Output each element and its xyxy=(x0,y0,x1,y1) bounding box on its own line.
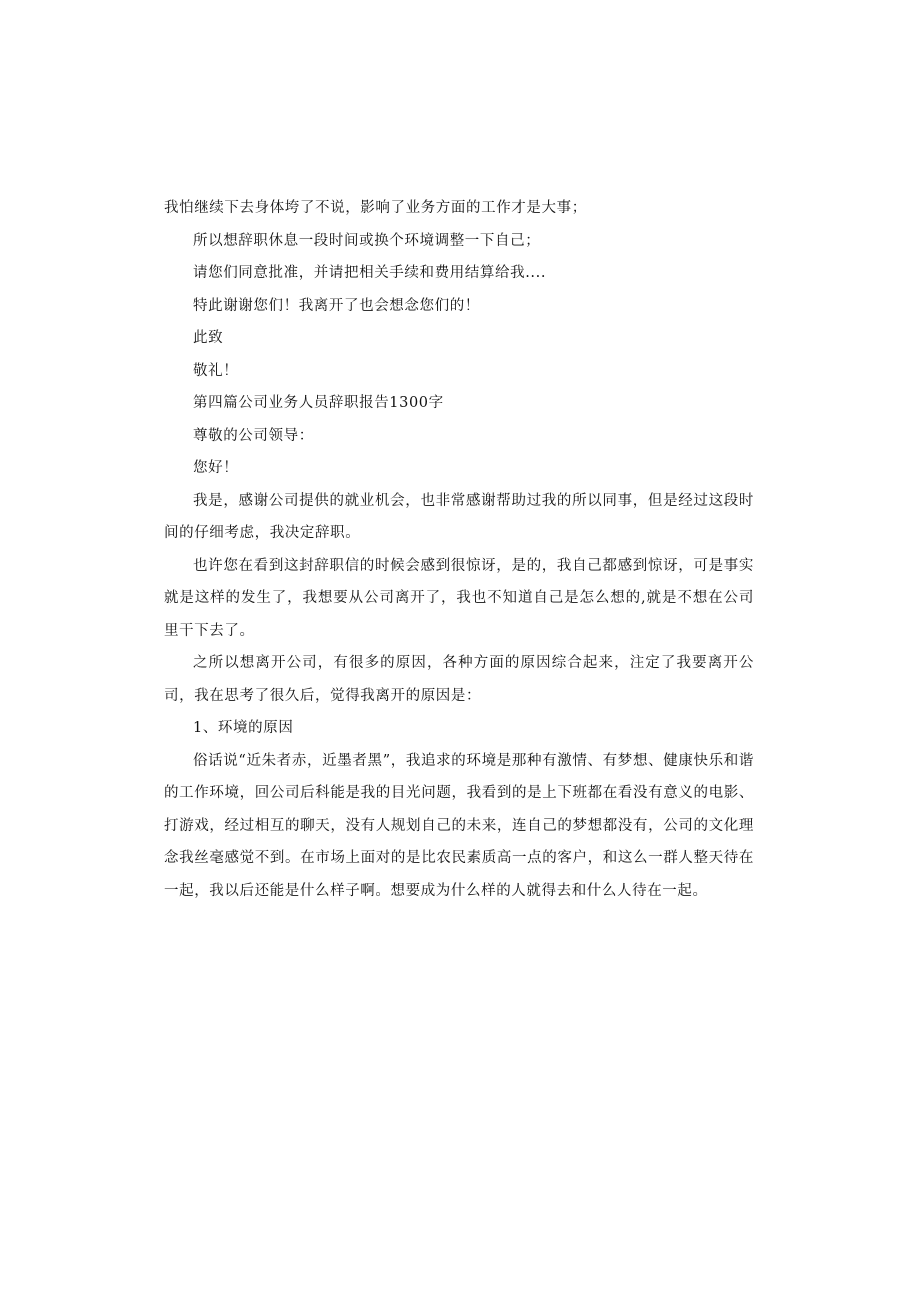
paragraph-environment: 俗话说“近朱者赤，近墨者黑”，我追求的环境是那种有激情、有梦想、健康快乐和谐的工作环境，回公司后科能是我的目光问题，我看到的是上下班都在看没有意义的电影、打游戏，经过相互的聊天，没有人规划自己的未来，连自己的梦想都没有，公司的文化理念我丝毫感觉不到。在市场上面对的是比农民素质高一点的客户，和这么一群人整天待在一起，我以后还能是什么样子啊。想要成为什么样的人就得去和什么人待在一起。 xyxy=(164,752,754,899)
letter-greeting: 您好！ xyxy=(193,460,239,476)
paragraph-surprise: 也许您在看到这封辞职信的时候会感到很惊讶，是的，我自己都感到惊讶，可是事实就是这样的发生了，我想要从公司离开了，我也不知道自己是怎么想的,就是不想在公司里干下去了。 xyxy=(164,557,754,639)
list-heading-environment: 1、环境的原因 xyxy=(193,720,294,736)
paragraph-reasons-intro: 之所以想离开公司，有很多的原因，各种方面的原因综合起来，注定了我要离开公司，我在思考了很久后，觉得我离开的原因是： xyxy=(164,655,754,704)
closing-regards: 敬礼！ xyxy=(193,362,239,379)
paragraph-reason: 所以想辞职休息一段时间或换个环境调整一下自己； xyxy=(193,232,541,249)
paragraph-intro: 我是，感谢公司提供的就业机会，也非常感谢帮助过我的所以同事，但是经过这段时间的仔细考虑，我决定辞职。 xyxy=(164,492,754,541)
paragraph-request: 请您们同意批准，并请把相关手续和费用结算给我.... xyxy=(193,265,547,281)
letter-addressee: 尊敬的公司领导： xyxy=(193,427,314,444)
closing-salutation: 此致 xyxy=(193,330,224,346)
paragraph-continuation: 我怕继续下去身体垮了不说，影响了业务方面的工作才是大事； xyxy=(164,200,587,216)
document-body xyxy=(164,192,754,907)
paragraph-thanks: 特此谢谢您们！我离开了也会想念您们的！ xyxy=(193,297,480,314)
section-title: 第四篇公司业务人员辞职报告1300字 xyxy=(193,395,444,411)
